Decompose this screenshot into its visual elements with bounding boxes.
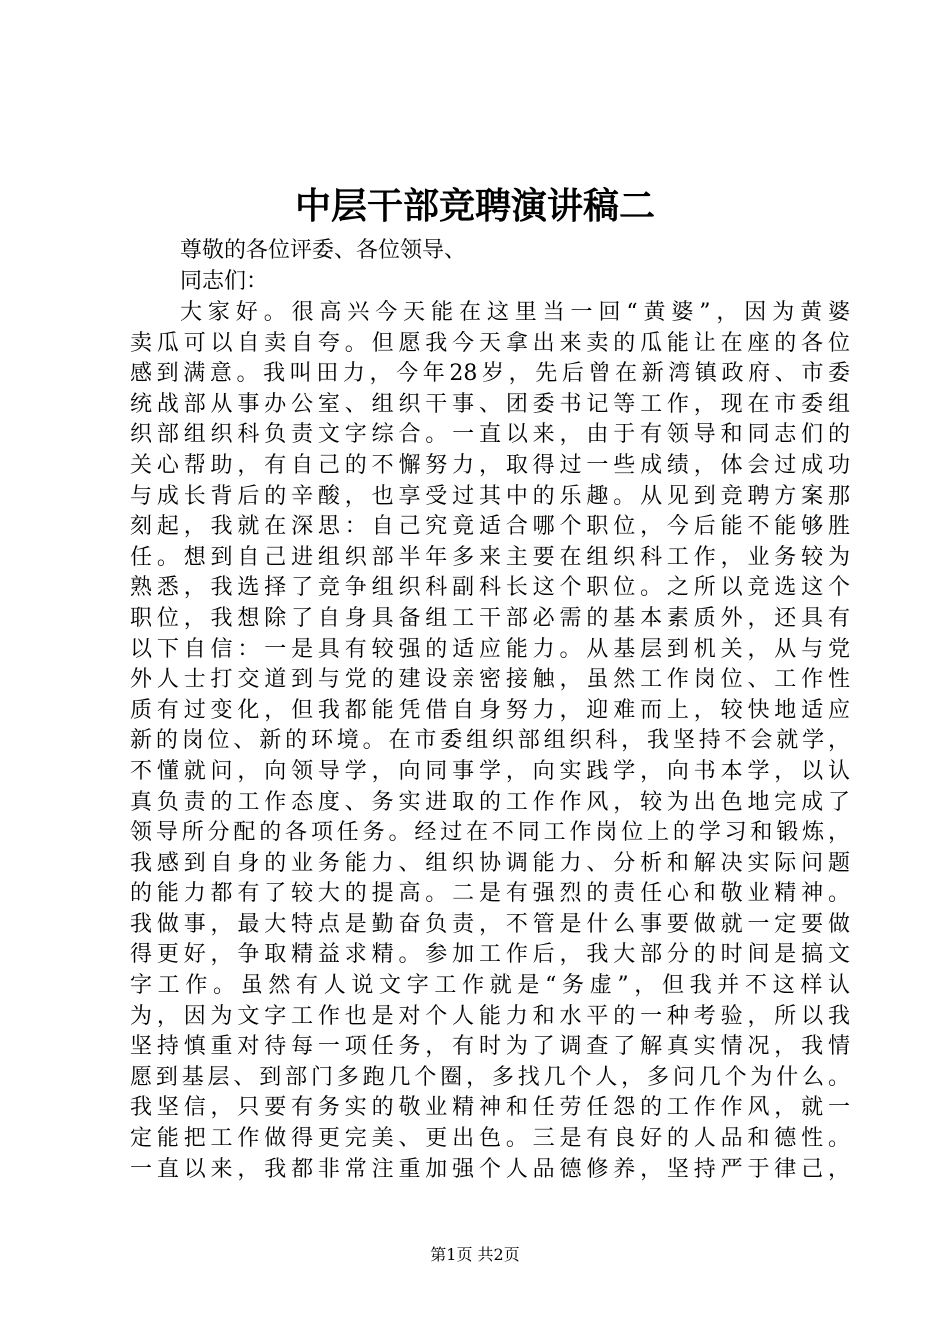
body-line: 我坚信，只要有务实的敬业精神和任劳任怨的工作作风，就一 xyxy=(130,1095,850,1121)
body-line: 的能力都有了较大的提高。二是有强烈的责任心和敬业精神。 xyxy=(130,881,850,907)
body-line: 感到满意。我叫田力，今年28岁，先后曾在新湾镇政府、市委 xyxy=(130,361,850,387)
body-line: 外人士打交道到与党的建设亲密接触，虽然工作岗位、工作性 xyxy=(130,667,850,693)
body-line: 统战部从事办公室、组织干事、团委书记等工作，现在市委组 xyxy=(130,391,850,417)
salutation-line: 同志们： xyxy=(180,269,269,294)
body-line: 刻起，我就在深思：自己究竟适合哪个职位，今后能不能够胜 xyxy=(130,514,850,540)
body-line: 真负责的工作态度、务实进取的工作作风，较为出色地完成了 xyxy=(130,789,850,815)
body-line: 字工作。虽然有人说文字工作就是“务虚”，但我并不这样认 xyxy=(130,973,850,999)
body-line: 一直以来，我都非常注重加强个人品德修养，坚持严于律己， xyxy=(130,1156,850,1182)
body-line: 得更好，争取精益求精。参加工作后，我大部分的时间是搞文 xyxy=(130,942,850,968)
body-line: 愿到基层、到部门多跑几个圈，多找几个人，多问几个为什么。 xyxy=(130,1064,850,1090)
body-line: 熟悉，我选择了竞争组织科副科长这个职位。之所以竞选这个 xyxy=(130,575,850,601)
body-line: 任。想到自己进组织部半年多来主要在组织科工作，业务较为 xyxy=(130,544,850,570)
body-line: 职位，我想除了自身具备组工干部必需的基本素质外，还具有 xyxy=(130,605,850,631)
body-line: 织部组织科负责文字综合。一直以来，由于有领导和同志们的 xyxy=(130,422,850,448)
body-line: 我感到自身的业务能力、组织协调能力、分析和解决实际问题 xyxy=(130,850,850,876)
body-line: 关心帮助，有自己的不懈努力，取得过一些成绩，体会过成功 xyxy=(130,452,850,478)
body-line: 为，因为文字工作也是对个人能力和水平的一种考验，所以我 xyxy=(130,1003,850,1029)
body-line: 领导所分配的各项任务。经过在不同工作岗位上的学习和锻炼， xyxy=(130,820,850,846)
body-line: 质有过变化，但我都能凭借自身努力，迎难而上，较快地适应 xyxy=(130,697,850,723)
salutation-line: 尊敬的各位评委、各位领导、 xyxy=(180,238,467,263)
body-line: 不懂就问，向领导学，向同事学，向实践学，向书本学，以认 xyxy=(130,758,850,784)
body-line: 大家好。很高兴今天能在这里当一回“黄婆”，因为黄婆 xyxy=(180,300,850,325)
body-line: 新的岗位、新的环境。在市委组织部组织科，我坚持不会就学， xyxy=(130,728,850,754)
body-line: 我做事，最大特点是勤奋负责，不管是什么事要做就一定要做 xyxy=(130,911,850,937)
body-line: 坚持慎重对待每一项任务，有时为了调查了解真实情况，我情 xyxy=(130,1034,850,1060)
document-title: 中层干部竞聘演讲稿二 xyxy=(294,186,655,227)
body-line: 卖瓜可以自卖自夸。但愿我今天拿出来卖的瓜能让在座的各位 xyxy=(130,330,850,356)
body-line: 定能把工作做得更完美、更出色。三是有良好的人品和德性。 xyxy=(130,1126,850,1152)
speech-body xyxy=(130,298,850,1185)
body-line: 以下自信：一是具有较强的适应能力。从基层到机关，从与党 xyxy=(130,636,850,662)
page-number-footer: 第1页 共2页 xyxy=(430,1245,520,1264)
body-line: 与成长背后的辛酸，也享受过其中的乐趣。从见到竞聘方案那 xyxy=(130,483,850,509)
